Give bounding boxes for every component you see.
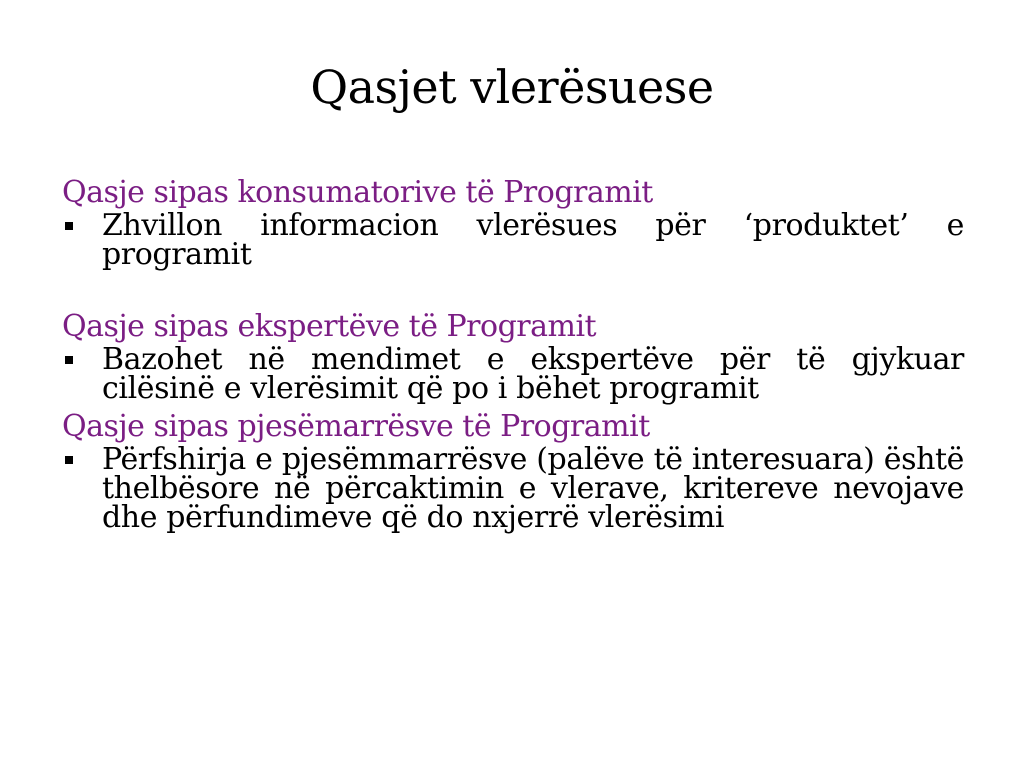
square-bullet-icon: [65, 356, 73, 364]
bullet-item: [62, 441, 964, 536]
section-experts: [62, 308, 964, 407]
bullet-text: Bazohet në mendimet e ekspertëve për të gjykuar cilësinë e vlerësimit që po i bëhet programit: [102, 341, 964, 407]
square-bullet-icon: [65, 456, 73, 464]
spacer: [62, 270, 964, 310]
bullet-text: Zhvillon informacion vlerësues për ‘produktet’ e programit: [102, 208, 964, 273]
square-bullet-icon: [65, 222, 73, 230]
section-heading: Qasje sipas pjesëmarrësve të Programit: [62, 408, 650, 444]
bullet-text: Përfshirja e pjesëmmarrësve (palëve të interesuara) është thelbësore në përcaktimin e vlerave, kritereve nevojave dhe përfundimeve që do nxjerrë vlerësimi: [102, 441, 964, 536]
section-heading: Qasje sipas konsumatorive të Programit: [62, 175, 653, 210]
section-participants: [62, 408, 964, 536]
bullet-item: [62, 208, 964, 273]
slide-title: Qasjet vlerësuese: [310, 60, 714, 114]
section-consumers: [62, 175, 964, 273]
section-heading: Qasje sipas ekspertëve të Programit: [62, 308, 597, 344]
bullet-item: [62, 341, 964, 407]
slide-content: [62, 175, 964, 536]
